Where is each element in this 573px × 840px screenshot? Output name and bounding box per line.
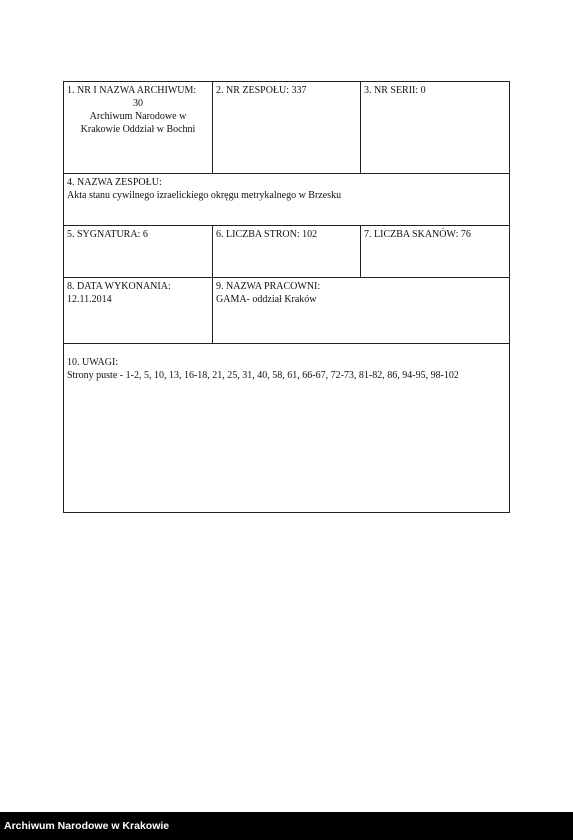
archive-name-line1: Archiwum Narodowe w [89,111,187,122]
date-cell [64,278,212,343]
fonds-name-cell [64,174,509,225]
archive-number: 30 [133,98,143,109]
date-label: 8. DATA WYKONANIA: [67,281,171,292]
remarks-cell [64,344,509,512]
archive-label: 1. NR I NAZWA ARCHIWUM: [67,85,197,96]
footer-institution: Archiwum Narodowe w Krakowie [4,820,170,832]
card-row-fonds-name [64,174,509,226]
remarks-value: Strony puste - 1-2, 5, 10, 13, 16-18, 21, 25, 31, 40, 58, 61, 66-67, 72-73, 81-82, 86, 94-95, 98-102 [67,370,459,381]
archive-cell [64,82,212,173]
signature-cell [64,226,212,277]
workshop-value: GAMA- oddział Kraków [216,294,317,305]
fonds-number: 2. NR ZESPOŁU: 337 [216,85,307,96]
fonds-name-value: Akta stanu cywilnego izraelickiego okręgu metrykalnego w Brzesku [67,190,342,201]
remarks-label: 10. UWAGI: [67,357,119,368]
fonds-number-cell [212,82,360,173]
scan-count: 7. LICZBA SKANÓW: 76 [364,229,471,240]
fonds-name-label: 4. NAZWA ZESPOŁU: [67,177,162,188]
archive-name-line2: Krakowie Oddział w Bochni [80,124,196,135]
card-row-counts [64,226,509,278]
page-count: 6. LICZBA STRON: 102 [216,229,318,240]
metadata-card [63,81,510,513]
card-row-remarks [64,344,509,512]
signature: 5. SYGNATURA: 6 [67,229,148,240]
page-count-cell [212,226,360,277]
workshop-label: 9. NAZWA PRACOWNI: [216,281,321,292]
series-number-cell [360,82,509,173]
scan-count-cell [360,226,509,277]
series-number: 3. NR SERII: 0 [364,85,426,96]
workshop-cell [212,278,509,343]
card-row-execution [64,278,509,344]
date-value: 12.11.2014 [67,294,112,305]
footer-bar [0,812,573,840]
card-row-archive [64,82,509,174]
